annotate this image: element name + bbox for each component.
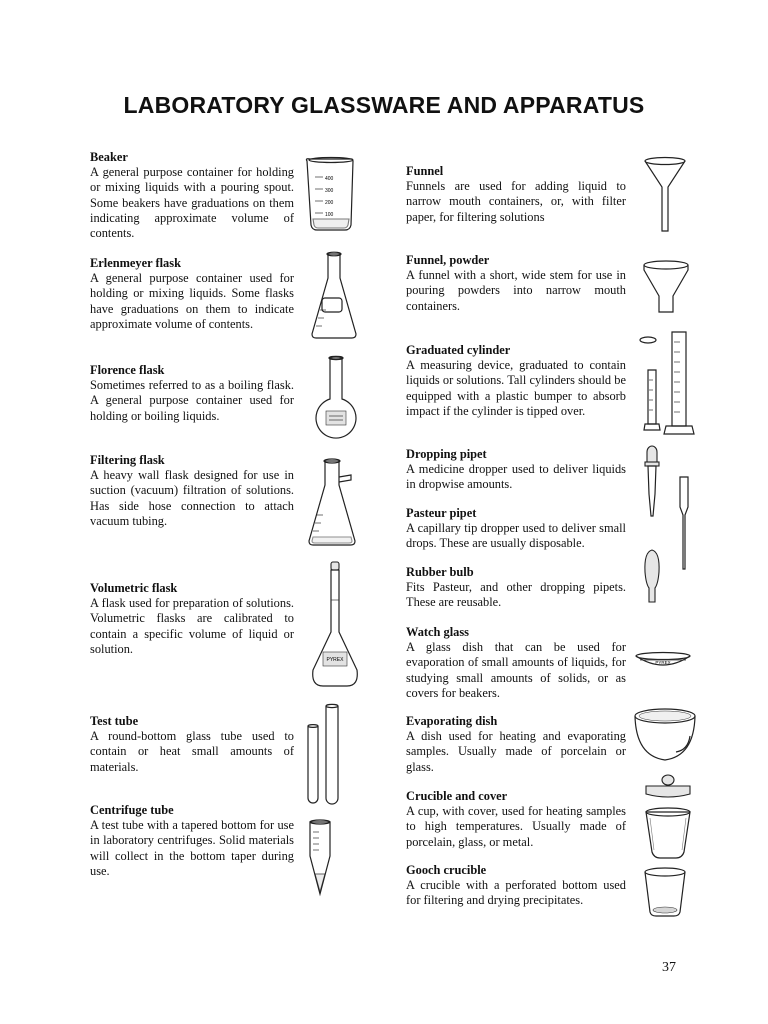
entry-description: Sometimes referred to as a boiling flask. A general purpose container used for holding or boiling liquids. bbox=[90, 378, 294, 423]
entry-heading: Watch glass bbox=[406, 625, 469, 639]
crucible-cup bbox=[646, 812, 690, 858]
erlenmeyer-flask-illustration bbox=[308, 250, 360, 342]
entry-description: A general purpose container used for holding or mixing liquids. Some flasks have graduations on them to indicate approximate volume of contents. bbox=[90, 271, 294, 331]
entry-heading: Gooch crucible bbox=[406, 863, 487, 877]
entry-description: A measuring device, graduated to contain liquids or solutions. Tall cylinders should be equipped with a plastic bumper to absorb impact if the cylinder is tipped over. bbox=[406, 358, 626, 418]
gooch-crucible-illustration bbox=[640, 866, 690, 920]
entry-beaker bbox=[90, 150, 294, 241]
entry-heading: Centrifuge tube bbox=[90, 803, 174, 817]
filtering-flask-illustration bbox=[305, 457, 365, 549]
entry-description: A general purpose container for holding or mixing liquids with a pouring spout. Some beakers have graduations on them indicating approximate volume of contents. bbox=[90, 165, 294, 241]
entry-rubber-bulb bbox=[406, 565, 626, 611]
entry-heading: Volumetric flask bbox=[90, 581, 178, 595]
entry-description: A glass dish that can be used for evaporation of small amounts of liquids, for studying small amounts of solids, or as covers for beakers. bbox=[406, 640, 626, 700]
entry-graduated-cylinder bbox=[406, 343, 626, 419]
entry-description: A cup, with cover, used for heating samples to high temperatures. Usually made of porcelain, glass, or metal. bbox=[406, 804, 626, 849]
page-title: LABORATORY GLASSWARE AND APPARATUS bbox=[123, 92, 645, 118]
dropping-pipet-illustration bbox=[640, 444, 664, 520]
entry-description: Funnels are used for adding liquid to narrow mouth containers, or, with filter paper, for filtering solutions bbox=[406, 179, 626, 224]
entry-funnel bbox=[406, 164, 626, 225]
entry-description: A heavy wall flask designed for use in suction (vacuum) filtration of solutions. Has side hose connection to attach vacuum tubing. bbox=[90, 468, 294, 528]
entry-florence-flask bbox=[90, 363, 294, 424]
entry-watch-glass bbox=[406, 625, 626, 701]
entry-heading: Dropping pipet bbox=[406, 447, 487, 461]
entry-description: A dish used for heating and evaporating samples. Usually made of porcelain or glass. bbox=[406, 729, 626, 774]
entry-filtering-flask bbox=[90, 453, 294, 529]
evaporating-dish-illustration bbox=[632, 706, 698, 768]
volumetric-flask-illustration bbox=[305, 560, 365, 692]
entry-heading: Test tube bbox=[90, 714, 139, 728]
entry-heading: Filtering flask bbox=[90, 453, 165, 467]
entry-erlenmeyer-flask bbox=[90, 256, 294, 332]
entry-description: A crucible with a perforated bottom used for filtering and drying precipitates. bbox=[406, 878, 626, 908]
pasteur-pipet-illustration bbox=[676, 475, 692, 571]
entry-heading: Evaporating dish bbox=[406, 714, 498, 728]
entry-centrifuge-tube bbox=[90, 803, 294, 879]
page-number: 37 bbox=[662, 960, 676, 975]
centrifuge-tube-illustration bbox=[305, 818, 335, 898]
entry-dropping-pipet bbox=[406, 447, 626, 493]
entry-description: A medicine dropper used to deliver liquids in dropwise amounts. bbox=[406, 462, 626, 492]
beaker-illustration bbox=[303, 155, 359, 235]
entry-description: A funnel with a short, wide stem for use in pouring powders into narrow mouth containers. bbox=[406, 268, 626, 313]
beaker-mark: 300 bbox=[325, 188, 334, 194]
rubber-bulb-illustration bbox=[642, 548, 662, 606]
entry-heading: Funnel bbox=[406, 164, 444, 178]
entry-heading: Rubber bulb bbox=[406, 565, 474, 579]
volumetric-brand-label: PYREX bbox=[326, 657, 344, 663]
entry-heading: Beaker bbox=[90, 150, 128, 164]
entry-heading: Funnel, powder bbox=[406, 253, 490, 267]
entry-gooch-crucible bbox=[406, 863, 626, 909]
entry-crucible-and-cover bbox=[406, 789, 626, 850]
entry-description: A round-bottom glass tube used to contain or heat small amounts of materials. bbox=[90, 729, 294, 774]
entry-description: A flask used for preparation of solutions. Volumetric flasks are calibrated to contain a specific volume of liquid or solution. bbox=[90, 596, 294, 656]
entry-volumetric-flask bbox=[90, 581, 294, 657]
entry-heading: Pasteur pipet bbox=[406, 506, 477, 520]
beaker-mark: 400 bbox=[325, 176, 334, 182]
test-tube-illustration bbox=[302, 702, 346, 808]
entry-description: A capillary tip dropper used to deliver small drops. These are usually disposable. bbox=[406, 521, 626, 551]
watch-glass-illustration bbox=[634, 650, 692, 672]
entry-heading: Erlenmeyer flask bbox=[90, 256, 181, 270]
entry-funnel-powder bbox=[406, 253, 626, 314]
entry-heading: Graduated cylinder bbox=[406, 343, 511, 357]
florence-flask-illustration bbox=[308, 355, 364, 447]
entry-pasteur-pipet bbox=[406, 506, 626, 552]
entry-description: Fits Pasteur, and other dropping pipets. These are reusable. bbox=[406, 580, 626, 610]
watch-glass-brand-label: PYREX bbox=[655, 660, 671, 665]
crucible-cover-knob bbox=[662, 775, 674, 785]
entry-evaporating-dish bbox=[406, 714, 626, 775]
entry-heading: Florence flask bbox=[90, 363, 165, 377]
powder-funnel-illustration bbox=[640, 258, 692, 318]
entry-description: A test tube with a tapered bottom for use in laboratory centrifuges. Solid materials will collect in the bottom taper during use. bbox=[90, 818, 294, 878]
entry-test-tube bbox=[90, 714, 294, 775]
beaker-mark: 200 bbox=[325, 200, 334, 206]
cylinder-bumper-ring bbox=[640, 337, 656, 343]
graduated-cylinder-illustration bbox=[636, 330, 696, 440]
funnel-illustration bbox=[640, 155, 690, 235]
beaker-mark: 100 bbox=[325, 212, 334, 218]
crucible-cover bbox=[646, 786, 690, 797]
entry-heading: Crucible and cover bbox=[406, 789, 508, 803]
crucible-and-cover-illustration bbox=[640, 772, 696, 862]
